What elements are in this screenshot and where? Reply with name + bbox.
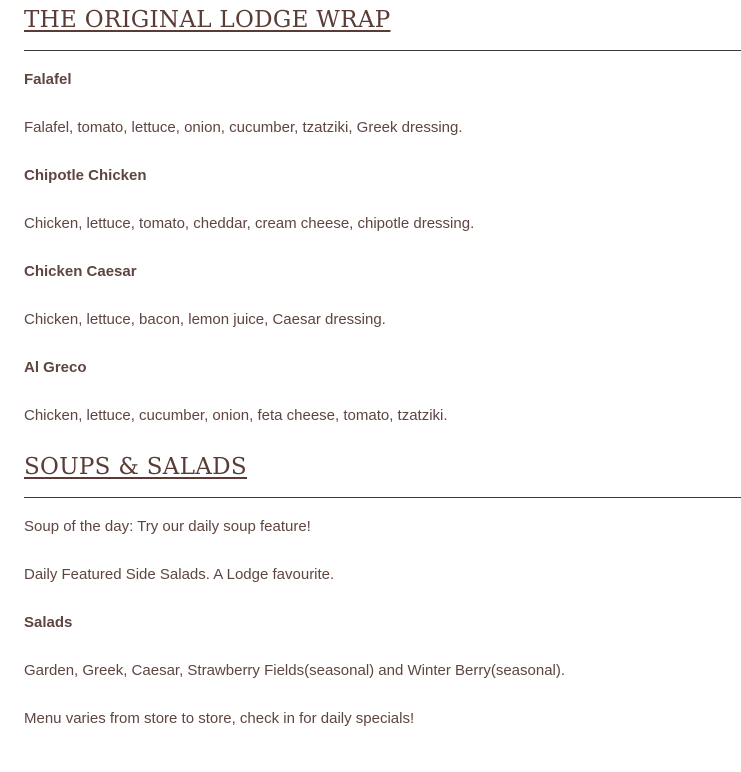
menu-item-name: Falafel (24, 71, 72, 88)
soup-of-the-day: Soup of the day: Try our daily soup feature! (24, 518, 311, 535)
section-title-lodge-wrap: THE ORIGINAL LODGE WRAP (24, 7, 391, 33)
section-divider (24, 50, 741, 51)
menu-item-description: Chicken, lettuce, cucumber, onion, feta cheese, tomato, tzatziki. (24, 407, 448, 424)
menu-note: Menu varies from store to store, check in for daily specials! (24, 710, 415, 727)
section-divider (24, 497, 741, 498)
side-salads-line: Daily Featured Side Salads. A Lodge favourite. (24, 566, 335, 583)
menu-item-description: Falafel, tomato, lettuce, onion, cucumber, tzatziki, Greek dressing. (24, 119, 463, 136)
menu-item-name: Chipotle Chicken (24, 167, 147, 184)
menu-item-name: Al Greco (24, 359, 87, 376)
salads-heading: Salads (24, 614, 73, 631)
menu-item-name: Chicken Caesar (24, 263, 137, 280)
menu-item-description: Chicken, lettuce, tomato, cheddar, cream cheese, chipotle dressing. (24, 215, 475, 232)
section-title-soups-salads: SOUPS & SALADS (24, 454, 247, 480)
menu-item-description: Chicken, lettuce, bacon, lemon juice, Caesar dressing. (24, 311, 386, 328)
salads-list: Garden, Greek, Caesar, Strawberry Fields(seasonal) and Winter Berry(seasonal). (24, 662, 566, 679)
